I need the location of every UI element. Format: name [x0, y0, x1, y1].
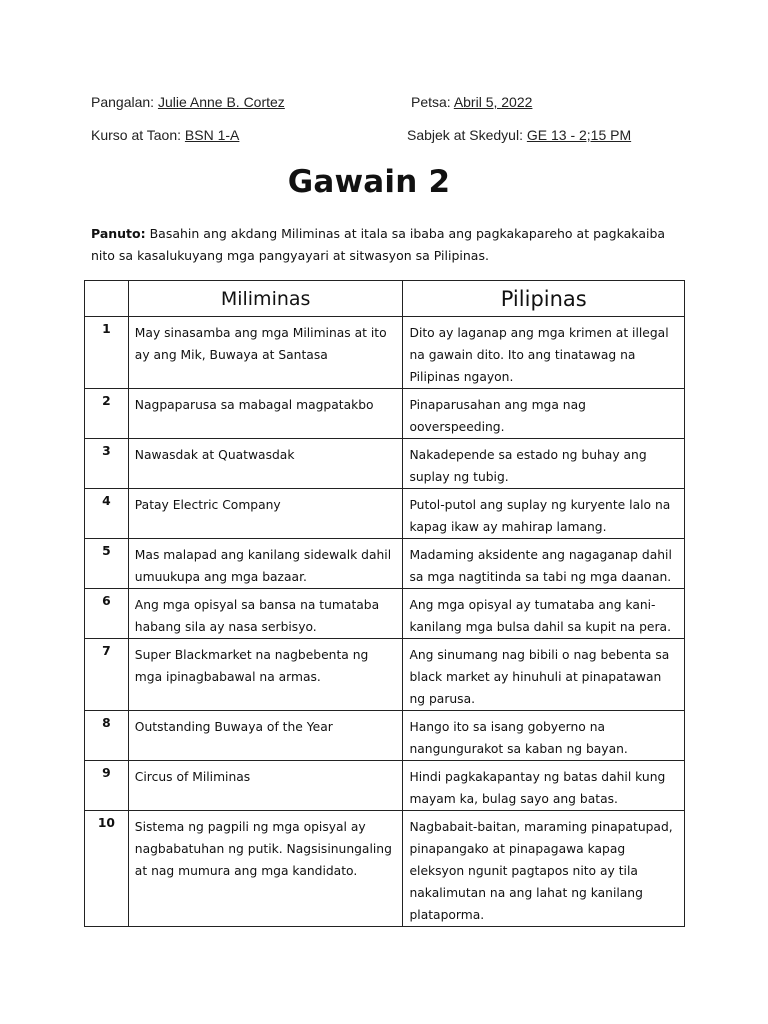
course-label: Kurso at Taon:: [91, 127, 185, 143]
pilipinas-cell: Pinaparusahan ang mga nag ooverspeeding.: [403, 389, 685, 439]
miliminas-cell: Circus of Miliminas: [128, 761, 403, 811]
row-number: 3: [85, 439, 129, 489]
course-field: [91, 127, 239, 143]
pilipinas-cell: Madaming aksidente ang nagaganap dahil sa mga nagtitinda sa tabi ng mga daanan.: [403, 539, 685, 589]
row-number: 9: [85, 761, 129, 811]
miliminas-cell: May sinasamba ang mga Miliminas at ito ay ang Mik, Buwaya at Santasa: [128, 317, 403, 389]
instructions: [91, 223, 691, 267]
page-title: Gawain 2: [287, 164, 451, 200]
table-row: [85, 389, 685, 439]
header-number: [85, 281, 129, 317]
table-row: [85, 539, 685, 589]
row-number: 4: [85, 489, 129, 539]
miliminas-cell: Mas malapad ang kanilang sidewalk dahil umuukupa ang mga bazaar.: [128, 539, 403, 589]
pilipinas-cell: Ang mga opisyal ay tumataba ang kani-kanilang mga bulsa dahil sa kupit na pera.: [403, 589, 685, 639]
row-number: 1: [85, 317, 129, 389]
table-row: [85, 761, 685, 811]
subject-field: [407, 127, 631, 143]
row-number: 5: [85, 539, 129, 589]
course-value: BSN 1-A: [184, 127, 240, 143]
table-row: [85, 711, 685, 761]
header-pilipinas: Pilipinas: [403, 281, 685, 317]
row-number: 7: [85, 639, 129, 711]
row-number: 10: [85, 811, 129, 927]
date-value: Abril 5, 2022: [453, 94, 533, 110]
table-row: [85, 489, 685, 539]
table-row: [85, 439, 685, 489]
instructions-label: Panuto:: [91, 226, 146, 241]
comparison-table: [84, 280, 685, 927]
miliminas-cell: Super Blackmarket na nagbebenta ng mga ipinagbabawal na armas.: [128, 639, 403, 711]
date-field: [411, 94, 532, 110]
pilipinas-cell: Dito ay laganap ang mga krimen at illegal na gawain dito. Ito ang tinatawag na Pilipinas ngayon.: [403, 317, 685, 389]
miliminas-cell: Nawasdak at Quatwasdak: [128, 439, 403, 489]
subject-label: Sabjek at Skedyul:: [407, 127, 527, 143]
instructions-text: Basahin ang akdang Miliminas at itala sa ibaba ang pagkakapareho at pagkakaiba nito sa kasalukuyang mga pangyayari at sitwasyon sa Pilipinas.: [91, 226, 666, 263]
table-row: [85, 317, 685, 389]
pilipinas-cell: Hango ito sa isang gobyerno na nangungurakot sa kaban ng bayan.: [403, 711, 685, 761]
name-label: Pangalan:: [91, 94, 158, 110]
miliminas-cell: Ang mga opisyal sa bansa na tumataba habang sila ay nasa serbisyo.: [128, 589, 403, 639]
pilipinas-cell: Nagbabait-baitan, maraming pinapatupad, pinapangako at pinapagawa kapag eleksyon ngunit pagtapos nito ay tila nakalimutan na ang lahat ng kanilang plataporma.: [403, 811, 685, 927]
table-row: [85, 589, 685, 639]
pilipinas-cell: Hindi pagkakapantay ng batas dahil kung mayam ka, bulag sayo ang batas.: [403, 761, 685, 811]
table-header-row: [85, 281, 685, 317]
pilipinas-cell: Nakadepende sa estado ng buhay ang suplay ng tubig.: [403, 439, 685, 489]
row-number: 6: [85, 589, 129, 639]
row-number: 2: [85, 389, 129, 439]
miliminas-cell: Outstanding Buwaya of the Year: [128, 711, 403, 761]
name-value: Julie Anne B. Cortez: [157, 94, 285, 110]
header-miliminas: Miliminas: [128, 281, 403, 317]
miliminas-cell: Sistema ng pagpili ng mga opisyal ay nagbabatuhan ng putik. Nagsisinungaling at nag mumura ang mga kandidato.: [128, 811, 403, 927]
pilipinas-cell: Ang sinumang nag bibili o nag bebenta sa black market ay hinuhuli at pinapatawan ng parusa.: [403, 639, 685, 711]
table-row: [85, 811, 685, 927]
date-label: Petsa:: [411, 94, 454, 110]
row-number: 8: [85, 711, 129, 761]
table-row: [85, 639, 685, 711]
miliminas-cell: Patay Electric Company: [128, 489, 403, 539]
pilipinas-cell: Putol-putol ang suplay ng kuryente lalo na kapag ikaw ay mahirap lamang.: [403, 489, 685, 539]
miliminas-cell: Nagpaparusa sa mabagal magpatakbo: [128, 389, 403, 439]
subject-value: GE 13 - 2;15 PM: [526, 127, 632, 143]
name-field: [91, 94, 285, 110]
